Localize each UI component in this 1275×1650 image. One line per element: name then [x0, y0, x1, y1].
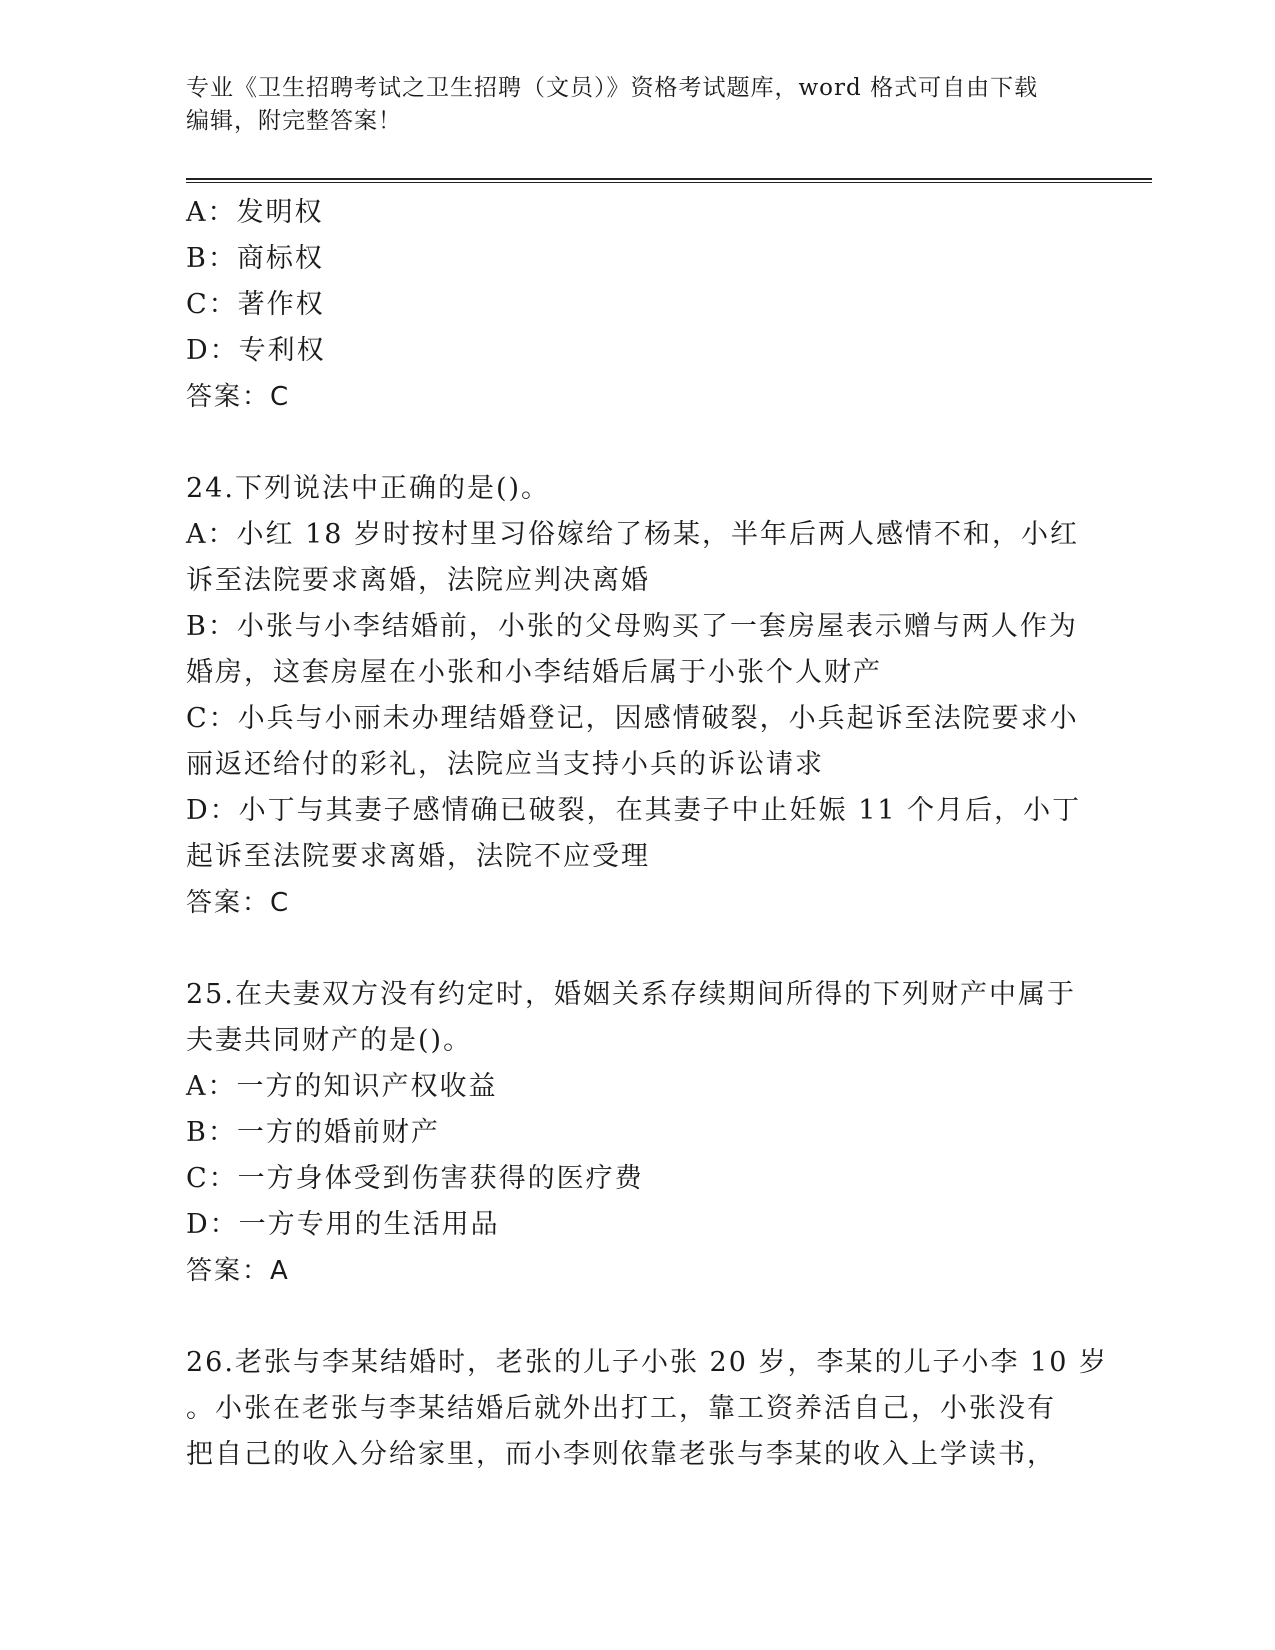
page-header — [186, 72, 1086, 138]
option-b: B：商标权 — [186, 243, 324, 274]
question-23 — [186, 190, 1086, 420]
option-c: C：著作权 — [186, 289, 325, 320]
option-b-line-2: 婚房，这套房屋在小张和小李结婚后属于小张个人财产 — [186, 657, 882, 688]
option-a: A：一方的知识产权收益 — [186, 1071, 498, 1102]
option-d-line-2: 起诉至法院要求离婚，法院不应受理 — [186, 841, 650, 872]
option-a-line-1: A：小红 18 岁时按村里习俗嫁给了杨某，半年后两人感情不和，小红 — [186, 519, 1080, 550]
answer-line: 答案：C — [186, 382, 291, 412]
document-body — [186, 190, 1108, 1478]
question-text-line-1: 26.老张与李某结婚时，老张的儿子小张 20 岁，李某的儿子小李 10 岁 — [186, 1347, 1108, 1378]
option-c-line-2: 丽返还给付的彩礼，法院应当支持小兵的诉讼请求 — [186, 749, 824, 780]
option-d: D：一方专用的生活用品 — [186, 1209, 500, 1240]
question-text-line-2: 夫妻共同财产的是()。 — [186, 1025, 473, 1056]
question-text-line-3: 把自己的收入分给家里，而小李则依靠老张与李某的收入上学读书， — [186, 1439, 1056, 1470]
header-divider — [186, 178, 1152, 183]
question-25 — [186, 972, 1086, 1294]
option-c-line-1: C：小兵与小丽未办理结婚登记，因感情破裂，小兵起诉至法院要求小 — [186, 703, 1079, 734]
option-a-line-2: 诉至法院要求离婚，法院应判决离婚 — [186, 565, 650, 596]
header-line-1: 专业《卫生招聘考试之卫生招聘（文员）》资格考试题库，word 格式可自由下载 — [186, 75, 1039, 101]
question-text-line-1: 25.在夫妻双方没有约定时，婚姻关系存续期间所得的下列财产中属于 — [186, 979, 1076, 1010]
question-text: 24.下列说法中正确的是()。 — [186, 473, 551, 504]
option-b: B：一方的婚前财产 — [186, 1117, 440, 1148]
header-line-2: 编辑，附完整答案！ — [186, 108, 402, 134]
question-26 — [186, 1340, 1108, 1478]
option-c: C：一方身体受到伤害获得的医疗费 — [186, 1163, 644, 1194]
question-text-line-2: 。小张在老张与李某结婚后就外出打工，靠工资养活自己，小张没有 — [186, 1393, 1056, 1424]
option-d-line-1: D：小丁与其妻子感情确已破裂，在其妻子中止妊娠 11 个月后，小丁 — [186, 795, 1082, 826]
option-d: D：专利权 — [186, 335, 326, 366]
question-24 — [186, 466, 1086, 926]
option-a: A：发明权 — [186, 197, 324, 228]
answer-line: 答案：C — [186, 888, 291, 918]
answer-line: 答案：A — [186, 1256, 290, 1286]
option-b-line-1: B：小张与小李结婚前，小张的父母购买了一套房屋表示赠与两人作为 — [186, 611, 1078, 642]
